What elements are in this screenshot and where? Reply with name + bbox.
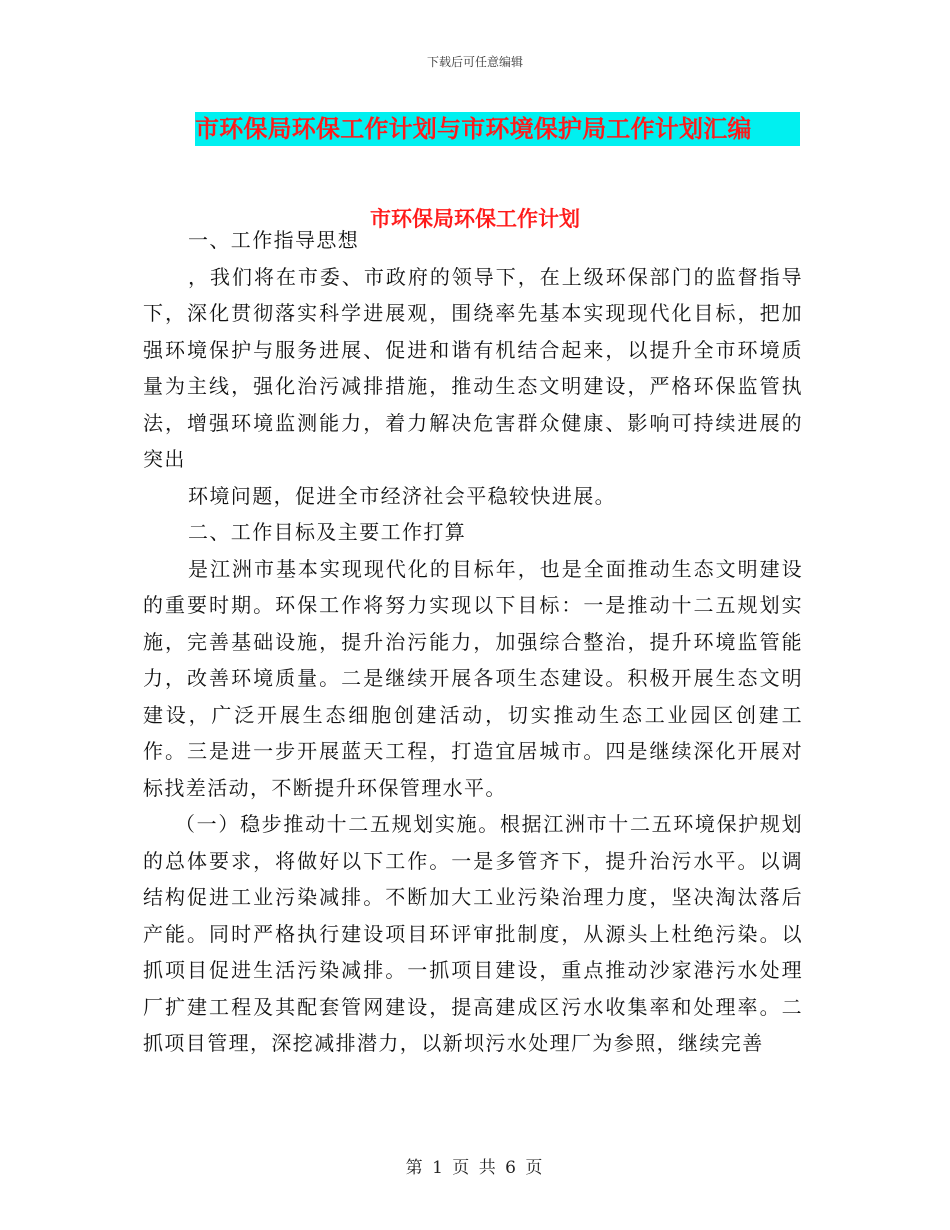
header-note: 下载后可任意编辑 bbox=[426, 55, 523, 69]
paragraph-five-year-plan: （一）稳步推动十二五规划实施。根据江洲市十二五环境保护规划的总体要求，将做好以下工作。一是多管齐下，提升治污水平。以调结构促进工业污染减排。不断加大工业污染治理力度，坚决淘汰落后产能。同时严格执行建设项目环评审批制度，从源头上杜绝污染。以抓项目促进生活污染减排。一抓项目建设，重点推动沙家港污水处理厂扩建工程及其配套管网建设，提高建成区污水收集率和处理率。二抓项目管理，深挖减排潜力，以新坝污水处理厂为参照，继续完善 bbox=[143, 812, 803, 1055]
section-title: 市环保局环保工作计划 bbox=[370, 207, 580, 231]
page-number: 第 1 页 共 6 页 bbox=[405, 1158, 545, 1178]
heading-guiding-ideology: 一、工作指导思想 bbox=[188, 228, 360, 252]
document-body bbox=[143, 222, 803, 1062]
paragraph-continuation: 环境问题，促进全市经济社会平稳较快进展。 bbox=[188, 483, 616, 508]
paragraph-guiding-ideology: ，我们将在市委、市政府的领导下，在上级环保部门的监督指导下，深化贯彻落实科学进展观，围绕率先基本实现现代化目标，把加强环境保护与服务进展、促进和谐有机结合起来，以提升全市环境质量为主线，强化治污减排措施，推动生态文明建设，严格环保监管执法，增强环境监测能力，着力解决危害群众健康、影响可持续进展的突出 bbox=[143, 264, 803, 471]
paragraph-work-goals: 是江洲市基本实现现代化的目标年，也是全面推动生态文明建设的重要时期。环保工作将努力实现以下目标：一是推动十二五规划实施，完善基础设施，提升治污能力，加强综合整治，提升环境监管能力，改善环境质量。二是继续开展各项生态建设。积极开展生态文明建设，广泛开展生态细胞创建活动，切实推动生态工业园区创建工作。三是进一步开展蓝天工程，打造宜居城市。四是继续深化开展对标找差活动，不断提升环保管理水平。 bbox=[143, 556, 803, 800]
heading-work-goals: 二、工作目标及主要工作打算 bbox=[188, 520, 467, 544]
document-main-title: 市环保局环保工作计划与市环境保护局工作计划汇编 bbox=[195, 112, 800, 146]
